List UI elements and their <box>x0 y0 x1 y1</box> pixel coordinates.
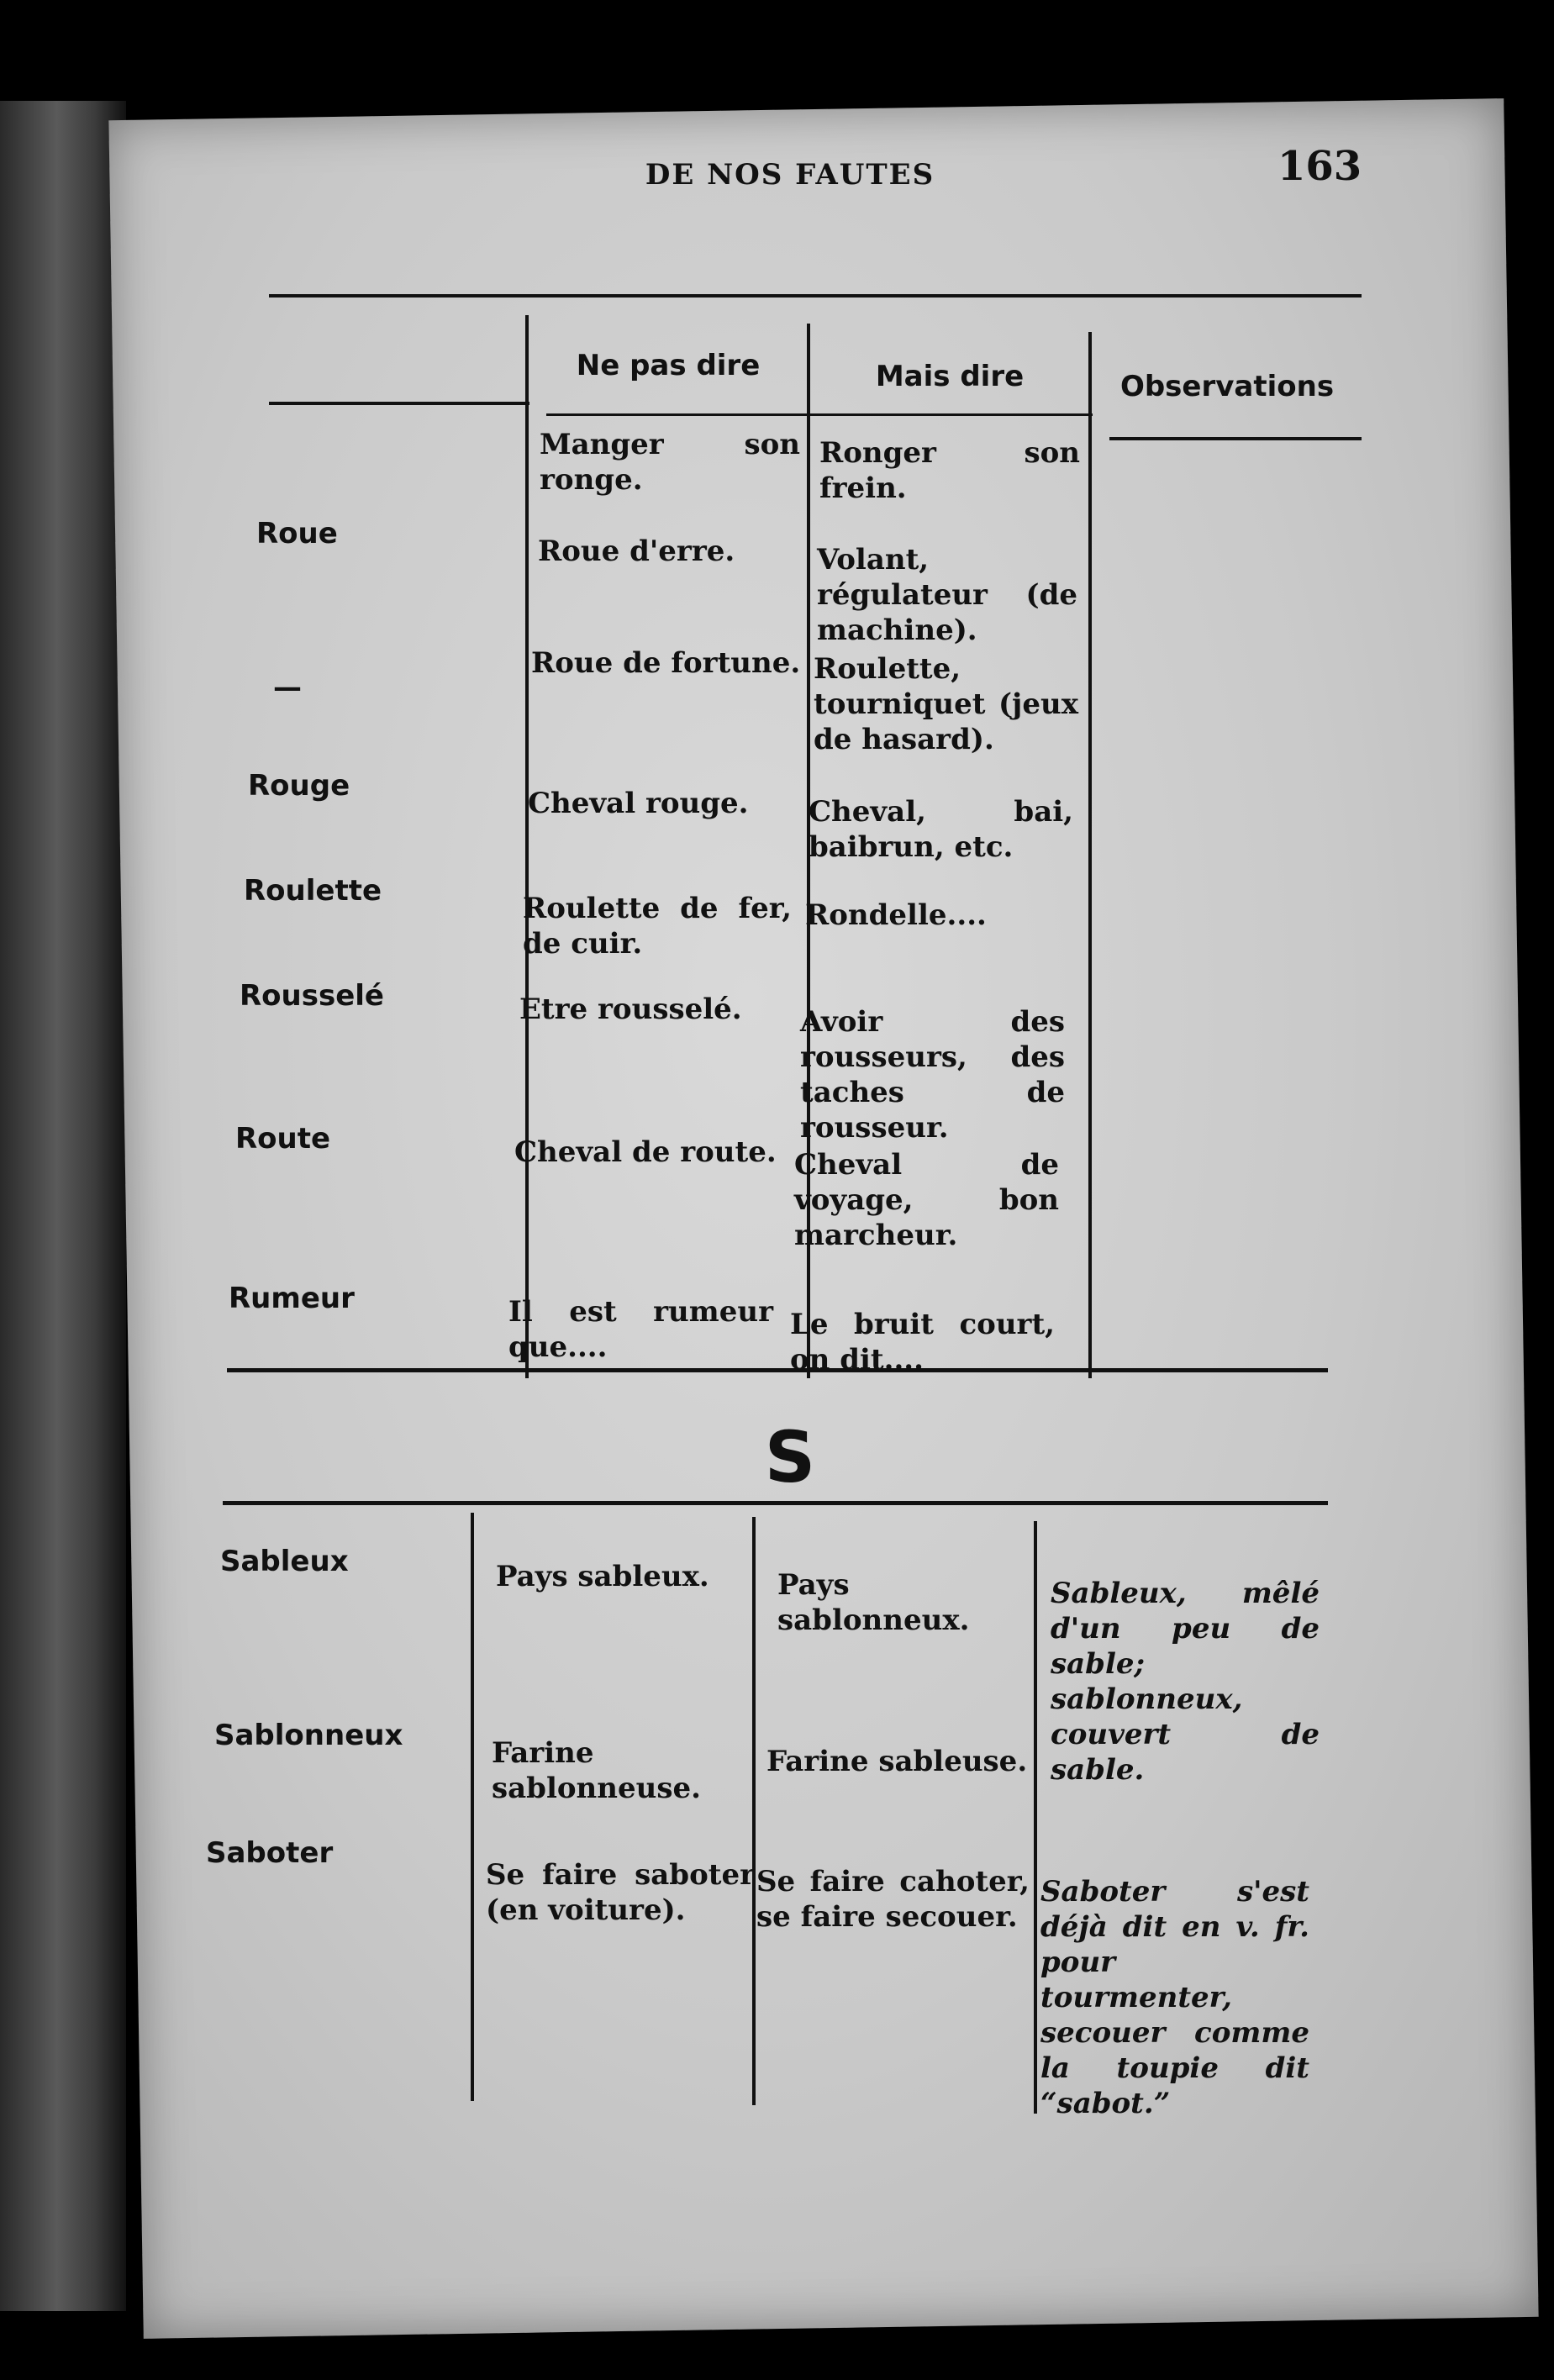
section-letter: S <box>764 1416 816 1498</box>
row-6-mais-dire: Avoir des rousseurs, des taches de rousseur. <box>800 1005 1065 1145</box>
row-5-mais-dire: Rondelle.... <box>805 898 987 932</box>
row-2-mais-dire: Volant, régulateur (de machine). <box>817 543 1077 647</box>
column-rule-1 <box>525 315 529 1378</box>
s-row-3-observations: Saboter s'est déjà dit en v. fr. pour tourmenter, secouer comme la toupie dit “sabot.” <box>1040 1875 1309 2120</box>
row-4-ne-pas-dire: Cheval rouge. <box>528 787 749 820</box>
page-number: 163 <box>1277 143 1362 190</box>
observations-head-rule <box>1109 437 1362 440</box>
section-s-top-rule <box>223 1501 1328 1505</box>
row-1-ne-pas-dire: Manger son ronge. <box>540 428 800 497</box>
row-7-mais-dire: Cheval de voyage, bon marcheur. <box>794 1148 1059 1252</box>
column-rule-s-3 <box>1034 1521 1037 2114</box>
column-header-observations: Observations <box>1119 370 1335 403</box>
row-6-ne-pas-dire: Etre rousselé. <box>519 993 742 1026</box>
s-row-3-ne-pas-dire: Se faire saboter (en voiture). <box>486 1858 755 1927</box>
row-3-mais-dire: Roulette, tourniquet (jeux de hasard). <box>814 652 1078 756</box>
row-5-ne-pas-dire: Roulette de fer, de cuir. <box>523 892 792 961</box>
entry-rouge: Rouge <box>248 769 350 803</box>
entry-roulette: Roulette <box>244 874 382 908</box>
row-3-ne-pas-dire: Roue de fortune. <box>531 646 801 680</box>
s-row-1-ne-pas-dire: Pays sableux. <box>496 1560 709 1593</box>
entry-roue: Roue <box>256 517 338 550</box>
entry-route: Route <box>235 1122 331 1156</box>
s-row-2-mais-dire: Farine sableuse. <box>766 1745 1028 1778</box>
column-rule-3 <box>1088 332 1092 1378</box>
entry-rumeur: Rumeur <box>229 1282 355 1315</box>
entry-column-rule <box>269 402 529 405</box>
s-row-2-ne-pas-dire: Farine sablonneuse. <box>492 1736 701 1805</box>
s-row-1-mais-dire: Pays sablonneux. <box>777 1568 970 1637</box>
column-header-ne-pas-dire: Ne pas dire <box>576 349 761 382</box>
row-8-mais-dire: Le bruit court, on dit.... <box>790 1308 1055 1377</box>
entry-sablonneux: Sablonneux <box>214 1719 403 1752</box>
s-row-1-observations: Sableux, mêlé d'un peu de sable; sablonneux, couvert de sable. <box>1051 1577 1320 1787</box>
column-rule-s-1 <box>471 1513 474 2101</box>
entry-rousselé: Rousselé <box>240 979 384 1013</box>
column-rule-s-2 <box>752 1517 756 2105</box>
entry-dash: — <box>273 671 302 704</box>
row-4-mais-dire: Cheval, bai, baibrun, etc. <box>809 795 1073 864</box>
column-header-mais-dire: Mais dire <box>875 360 1025 393</box>
header-rule <box>269 294 1362 298</box>
section-r-bottom-rule <box>227 1368 1328 1372</box>
running-title: DE NOS FAUTES <box>645 158 935 192</box>
adjacent-page-edge <box>0 101 126 2311</box>
row-7-ne-pas-dire: Cheval de route. <box>514 1135 777 1169</box>
row-2-ne-pas-dire: Roue d'erre. <box>538 534 735 568</box>
entry-sableux: Sableux <box>220 1545 349 1578</box>
entry-saboter: Saboter <box>206 1836 334 1870</box>
s-row-3-mais-dire: Se faire cahoter, se faire secouer. <box>756 1865 1030 1934</box>
row-8-ne-pas-dire: Il est rumeur que.... <box>508 1295 773 1364</box>
row-1-mais-dire: Ronger son frein. <box>819 436 1080 505</box>
column-head-rule <box>546 413 1093 416</box>
